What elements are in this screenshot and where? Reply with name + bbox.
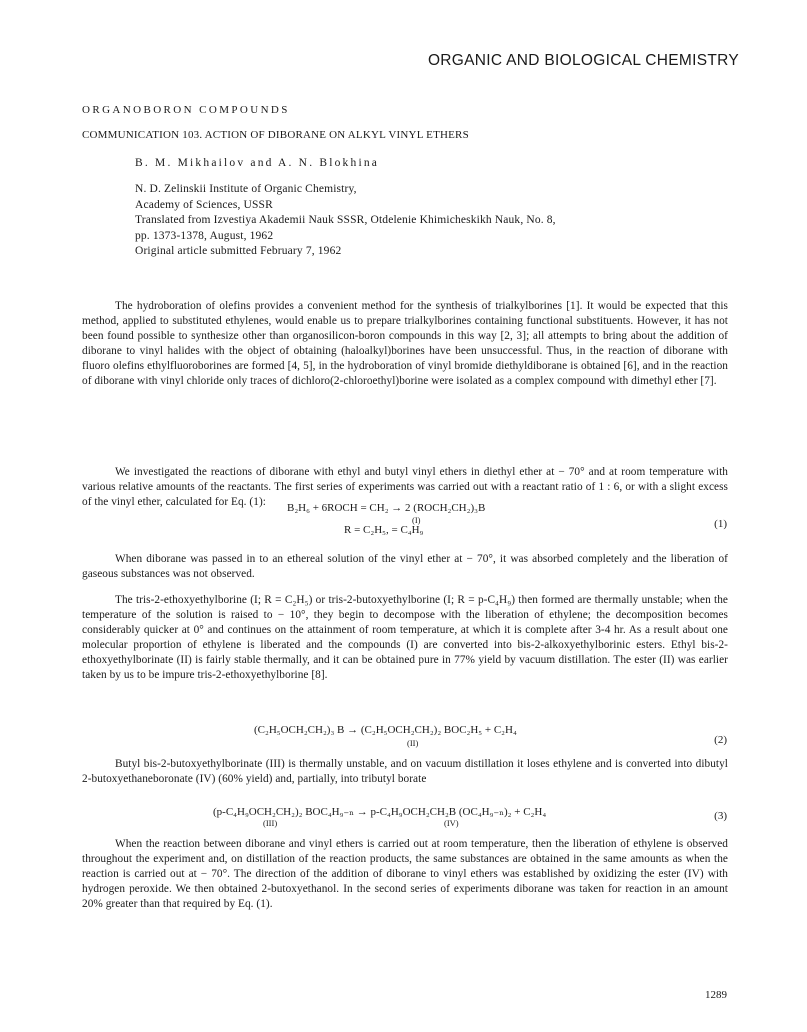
equation-1-substituents: R = C₂H₅, = C₄H₉ bbox=[344, 524, 424, 536]
translation-note: Translated from Izvestiya Akademii Nauk SSSR, Otdelenie Khimicheskikh Nauk, No. 8, bbox=[135, 214, 556, 227]
equation-2-label: (II) bbox=[407, 738, 419, 748]
article-title: COMMUNICATION 103. ACTION OF DIBORANE ON ALKYL VINYL ETHERS bbox=[82, 129, 469, 141]
equation-1-number: (1) bbox=[714, 518, 727, 530]
equation-3-label-iii: (III) bbox=[263, 818, 278, 828]
body-paragraph: Butyl bis-2-butoxyethylborinate (III) is thermally unstable, and on vacuum distillation it loses ethylene and is converted into dibutyl 2-butoxyethaneboronate (IV) (60% yield) and, partially, into tributyl borate bbox=[82, 758, 728, 786]
body-paragraph: The tris-2-ethoxyethylborine (I; R = C₂H₅) or tris-2-butoxyethylborine (I; R = p-C₄H₉) then formed are thermally unstable; when the temperature of the solution is raised to − 10°, they begin to decompose with the liberation of ethylene; the decomposition becomes considerably quicker at 0° and continues on the attainment of room temperature, at which it is complete after 3-4 hr. As a result about one molecular proportion of ethylene is liberated and the compounds (I) are converted into bis-2-alkoxyethylborinic esters. Ethyl bis-2-ethoxyethylborinate (II) is fairly stable thermally, and it can be obtained pure in 77% yield by vacuum distillation. The ester (II) was earlier taken by us to be impure tris-2-ethoxyethylborine [8]. bbox=[82, 594, 728, 682]
authors: B. M. Mikhailov and A. N. Blokhina bbox=[135, 157, 380, 169]
body-paragraph: We investigated the reactions of diborane with ethyl and butyl vinyl ethers in diethyl ether at − 70° and at room temperature with various relative amounts of the reactants. The first series of experiments was carried out with a reactant ratio of 1 : 6, or with a slight excess of the vinyl ether, calculated for Eq. (1): bbox=[82, 466, 728, 509]
affiliation-line: N. D. Zelinskii Institute of Organic Chemistry, bbox=[135, 183, 357, 195]
affiliation-block bbox=[135, 182, 556, 260]
affiliation-line: Academy of Sciences, USSR bbox=[135, 198, 273, 211]
equation-3-number: (3) bbox=[714, 810, 727, 822]
translation-pages: pp. 1373-1378, August, 1962 bbox=[135, 229, 274, 242]
equation-1-line: B₂H₆ + 6ROCH = CH₂ → 2 (ROCH₂CH₂)₃B bbox=[287, 502, 486, 514]
equation-3-label-iv: (IV) bbox=[444, 818, 459, 828]
submission-date: Original article submitted February 7, 1962 bbox=[135, 245, 342, 258]
equation-3-line: (p-C₄H₉OCH₂CH₂)₂ BOC₄H₉₋ₙ → p-C₄H₉OCH₂CH₂B (OC₄H₉₋ₙ)₂ + C₂H₄ bbox=[213, 806, 547, 818]
series-title: ORGANOBORON COMPOUNDS bbox=[82, 104, 290, 116]
body-paragraph: When diborane was passed in to an ethereal solution of the vinyl ether at − 70°, it was absorbed completely and the liberation of gaseous substances was not observed. bbox=[82, 553, 728, 581]
body-paragraph: When the reaction between diborane and vinyl ethers is carried out at room temperature, then the liberation of ethylene is observed throughout the experiment and, on distillation of the reaction products, the same substances are obtained in the same amounts as when the reaction is carried out at − 70°. The direction of the addition of diborane to vinyl ethers was established by oxidizing the ester (IV) with hydrogen peroxide. We then obtained 2-butoxyethanol. In the second series of experiments diborane was taken for reaction in an amount 20% greater than that required by Eq. (1). bbox=[82, 838, 728, 911]
section-header: ORGANIC AND BIOLOGICAL CHEMISTRY bbox=[427, 52, 739, 69]
equation-2-number: (2) bbox=[714, 734, 727, 746]
body-paragraph: The hydroboration of olefins provides a convenient method for the synthesis of trialkylborines [1]. It would be expected that this method, applied to substituted ethylenes, would enable us to prepare trialkylborines containing functional substituents. However, it has not been found possible to synthesize other than organosilicon-boron compounds in this way [2, 3]; all attempts to bring about the addition of diborane to vinyl halides with the object of obtaining (haloalkyl)borines have been unsuccessful. Thus, in the reaction of diborane with fluoro olefins ethylfluoroborines are formed [4, 5], in the hydroboration of vinyl bromide diethyldiborane is obtained [6], and in the reaction of diborane with vinyl chloride only traces of dichloro(2-chloroethyl)borine were isolated as a complex compound with dimethyl ether [7]. bbox=[82, 300, 728, 388]
equation-2-line: (C₂H₅OCH₂CH₂)₃ B → (C₂H₅OCH₂CH₂)₂ BOC₂H₅ + C₂H₄ bbox=[254, 724, 517, 736]
page-number: 1289 bbox=[705, 989, 727, 1001]
equation-1-label: (I) bbox=[412, 515, 421, 525]
